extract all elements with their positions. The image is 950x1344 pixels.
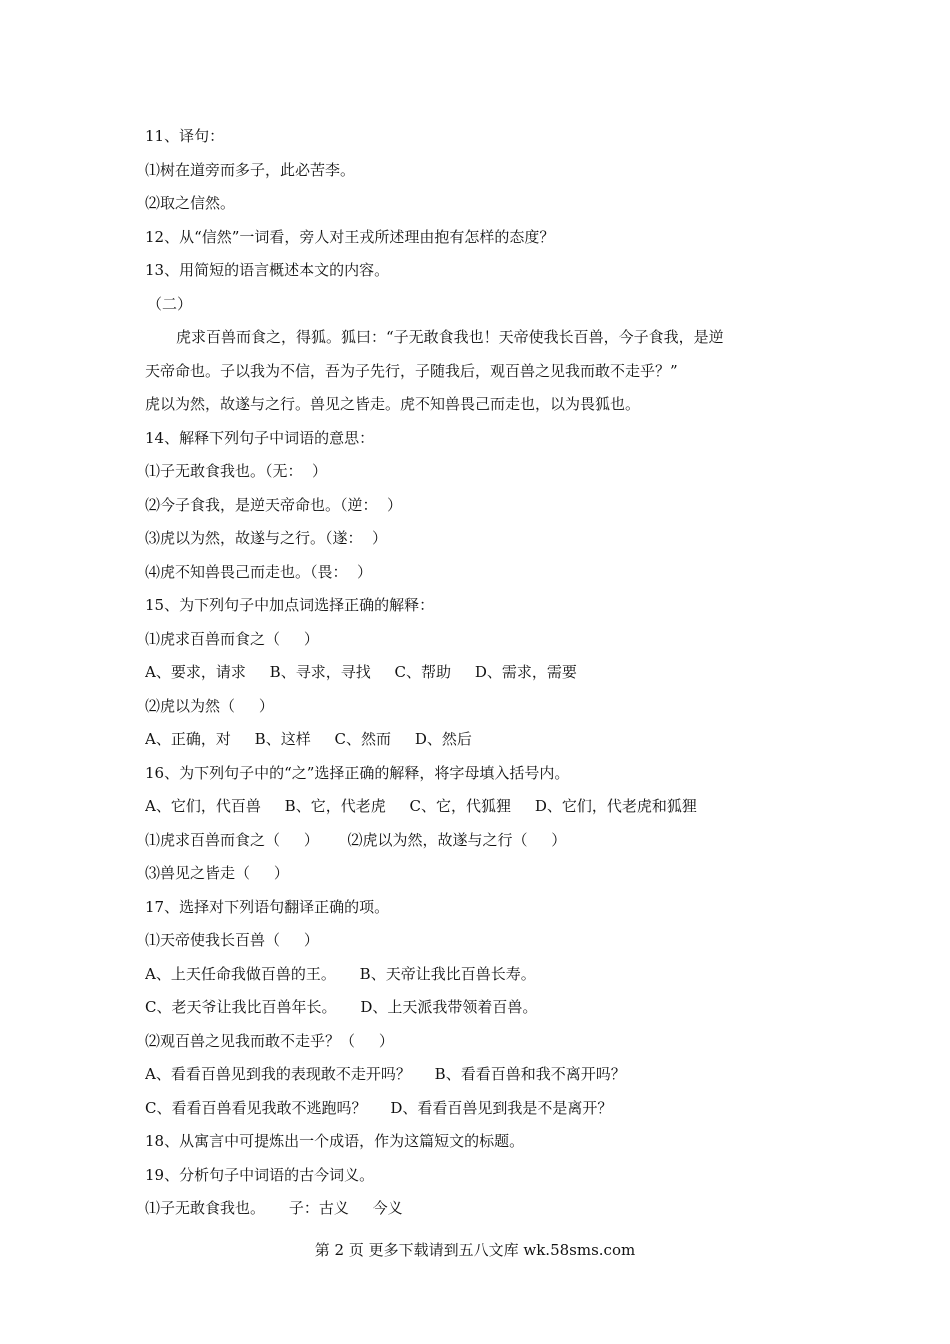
- section-heading: （二）: [147, 294, 193, 313]
- text-line: 19、分析句子中词语的古今词义。: [145, 1165, 375, 1184]
- text-line: A、上天任命我做百兽的王。 B、天帝让我比百兽长寿。: [145, 964, 536, 983]
- text-line: ⑵取之信然。: [145, 194, 236, 212]
- text-line: ⑵观百兽之见我而敢不走乎？（ ）: [145, 1031, 394, 1050]
- text-line: 15、为下列句子中加点词选择正确的解释：: [145, 596, 435, 614]
- text-line: A、正确，对 B、这样 C、然而 D、然后: [145, 730, 472, 748]
- text-line: C、老天爷让我比百兽年长。 D、上天派我带领着百兽。: [145, 998, 538, 1016]
- passage-line: 虎以为然，故遂与之行。兽见之皆走。虎不知兽畏己而走也，以为畏狐也。: [145, 395, 641, 413]
- passage-line: 虎求百兽而食之，得狐。狐曰：“子无敢食我也！天帝使我长百兽，今子食我，是逆: [176, 328, 724, 346]
- text-line: ⑴虎求百兽而食之（ ）: [145, 629, 319, 648]
- text-line: 16、为下列句子中的“之”选择正确的解释，将字母填入括号内。: [145, 763, 570, 782]
- text-line: ⑴树在道旁而多子，此必苦李。: [145, 160, 356, 179]
- text-line: 13、用简短的语言概述本文的内容。: [145, 261, 390, 279]
- text-line: 14、解释下列句子中词语的意思：: [145, 428, 375, 447]
- text-line: ⑴子无敢食我也。 子：古义 今义: [145, 1199, 403, 1217]
- text-line: A、看看百兽见到我的表现敢不走开吗？ B、看看百兽和我不离开吗？: [145, 1065, 626, 1083]
- page-footer: 第 2 页 更多下载请到五八文库 wk.58sms.com: [314, 1241, 636, 1259]
- text-line: C、看看百兽看见我敢不逃跑吗？ D、看看百兽见到我是不是离开？: [145, 1098, 613, 1117]
- text-line: ⑵虎以为然（ ）: [145, 696, 274, 715]
- text-line: 12、从“信然”一词看，旁人对王戎所述理由抱有怎样的态度？: [145, 227, 555, 246]
- text-line: A、要求，请求 B、寻求，寻找 C、帮助 D、需求，需要: [145, 663, 577, 681]
- text-line: ⑶虎以为然，故遂与之行。（遂： ）: [145, 529, 388, 547]
- text-line: ⑵今子食我，是逆天帝命也。（逆： ）: [145, 495, 403, 514]
- text-line: ⑴天帝使我长百兽（ ）: [145, 931, 319, 949]
- passage-line: 天帝命也。子以我为不信，吾为子先行，子随我后，观百兽之见我而敢不走乎？”: [145, 361, 678, 380]
- text-line: A、它们，代百兽 B、它，代老虎 C、它，代狐狸 D、它们，代老虎和狐狸: [145, 797, 697, 815]
- text-line: ⑴子无敢食我也。（无： ）: [145, 462, 328, 480]
- text-line: ⑷虎不知兽畏己而走也。（畏： ）: [145, 562, 373, 581]
- text-line: ⑶兽见之皆走（ ）: [145, 864, 289, 882]
- text-line: 18、从寓言中可提炼出一个成语，作为这篇短文的标题。: [145, 1132, 525, 1150]
- text-line: 17、选择对下列语句翻译正确的项。: [145, 897, 390, 916]
- text-line: ⑴虎求百兽而食之（ ） ⑵虎以为然，故遂与之行（ ）: [145, 830, 567, 849]
- exercise-content: [145, 120, 815, 1226]
- text-line: 11、译句：: [145, 127, 225, 145]
